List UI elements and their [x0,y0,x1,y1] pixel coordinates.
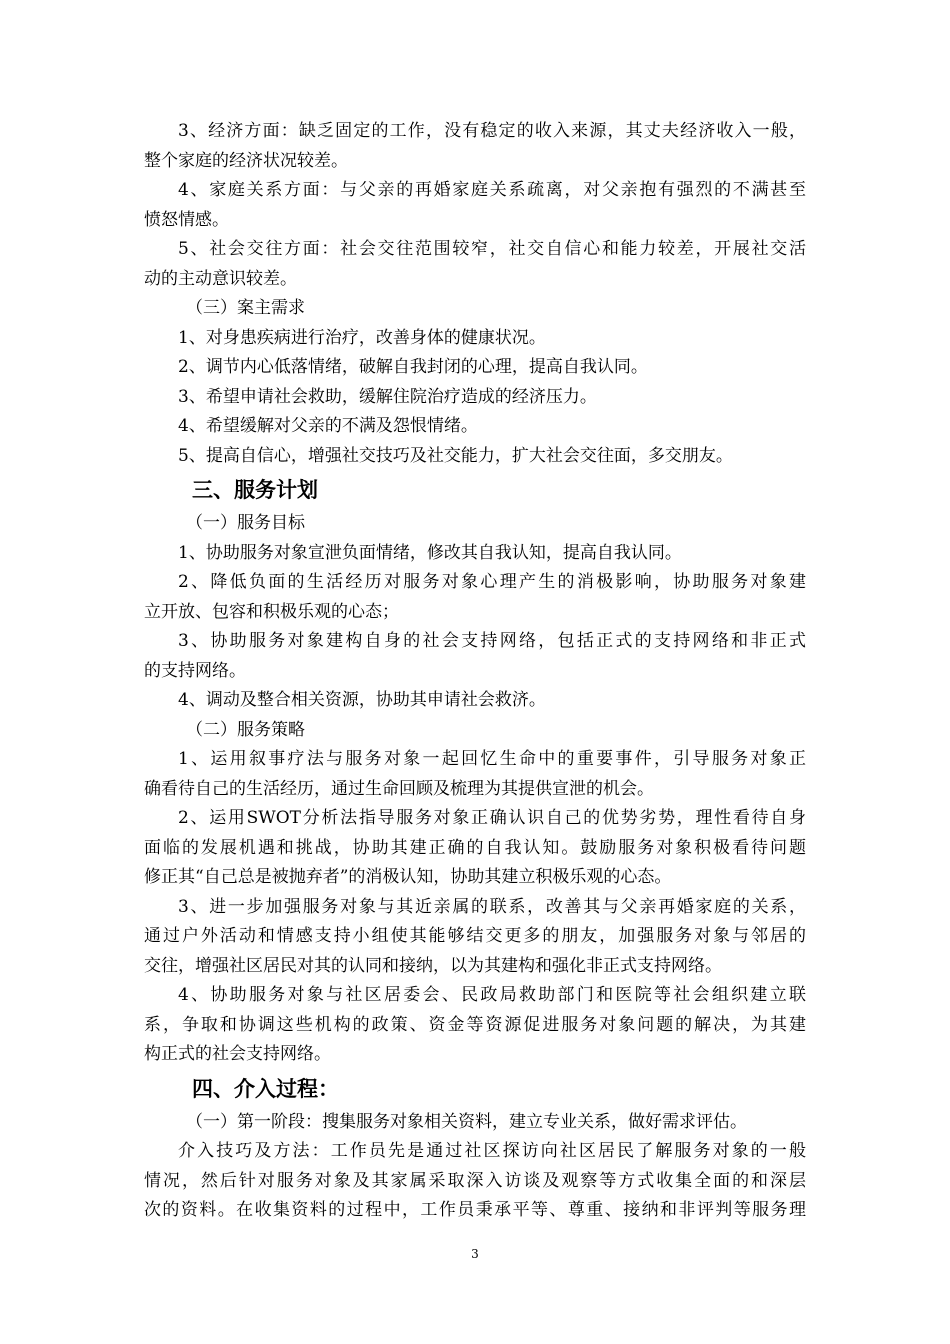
text-line: （二）服务策略 [186,719,305,740]
text-line: 立开放、包容和积极乐观的心态； [144,601,399,622]
text-line: 修正其“自己总是被抛弃者”的消极认知，协助其建立积极乐观的心态。 [144,867,672,887]
text-line: 交往，增强社区居民对其的认同和接纳，以为其建构和强化非正式支持网络。 [144,955,722,976]
text-line: 3、希望申请社会救助，缓解住院治疗造成的经济压力。 [178,386,597,407]
text-line: 2、降低负面的生活经历对服务对象心理产生的消极影响，协助服务对象建 [178,572,806,592]
text-line: 5、社会交往方面：社会交往范围较窄，社交自信心和能力较差，开展社交活 [178,239,806,259]
text-line: 面临的发展机遇和挑战，协助其建正确的自我认知。鼓励服务对象积极看待问题 [144,837,806,858]
section-heading: 四、介入过程： [192,1076,339,1101]
text-line: （三）案主需求 [186,298,305,318]
section-heading: 三、服务计划 [192,478,318,502]
page-number: 3 [471,1247,479,1261]
text-line: 构正式的社会支持网络。 [144,1044,331,1064]
text-line: 4、家庭关系方面：与父亲的再婚家庭关系疏离，对父亲抱有强烈的不满甚至 [178,180,806,200]
text-line: 愤怒情感。 [144,209,229,230]
document-body [144,117,806,1226]
text-line: 1、对身患疾病进行治疗，改善身体的健康状况。 [178,327,546,348]
text-line: 2、调节内心低落情绪，破解自我封闭的心理，提高自我认同。 [178,357,648,377]
text-line: 次的资料。在收集资料的过程中，工作员秉承平等、尊重、接纳和非评判等服务理 [144,1200,806,1220]
text-line: 1、运用叙事疗法与服务对象一起回忆生命中的重要事件，引导服务对象正 [178,749,806,769]
text-line: （一）服务目标 [186,513,305,533]
text-line: 系，争取和协调这些机构的政策、资金等资源促进服务对象问题的解决，为其建 [144,1014,806,1035]
text-line: 4、协助服务对象与社区居委会、民政局救助部门和医院等社会组织建立联 [178,985,806,1005]
text-line: 4、调动及整合相关资源，协助其申请社会救济。 [178,690,546,710]
text-line: 情况，然后针对服务对象及其家属采取深入访谈及观察等方式收集全面的和深层 [144,1170,806,1191]
text-line: 2、运用SWOT分析法指导服务对象正确认识自己的优势劣势，理性看待自身 [178,808,806,828]
text-line: 通过户外活动和情感支持小组使其能够结交更多的朋友，加强服务对象与邻居的 [144,926,806,946]
text-line: 1、协助服务对象宣泄负面情绪，修改其自我认知，提高自我认同。 [178,542,682,563]
text-line: 介入技巧及方法：工作员先是通过社区探访向社区居民了解服务对象的一般 [178,1141,806,1161]
text-line: （一）第一阶段：搜集服务对象相关资料，建立专业关系，做好需求评估。 [186,1111,747,1132]
text-line: 动的主动意识较差。 [144,268,297,289]
text-line: 3、进一步加强服务对象与其近亲属的联系，改善其与父亲再婚家庭的关系， [178,896,806,917]
text-line: 的支持网络。 [144,660,246,681]
text-line: 确看待自己的生活经历，通过生命回顾及梳理为其提供宣泄的机会。 [144,778,654,799]
text-line: 整个家庭的经济状况较差。 [144,150,348,171]
text-line: 3、经济方面：缺乏固定的工作，没有稳定的收入来源，其丈夫经济收入一般， [178,121,806,141]
text-line: 3、协助服务对象建构自身的社会支持网络，包括正式的支持网络和非正式 [178,631,806,651]
text-line: 5、提高自信心，增强社交技巧及社交能力，扩大社会交往面，多交朋友。 [178,445,733,466]
text-line: 4、希望缓解对父亲的不满及怨恨情绪。 [178,416,478,436]
